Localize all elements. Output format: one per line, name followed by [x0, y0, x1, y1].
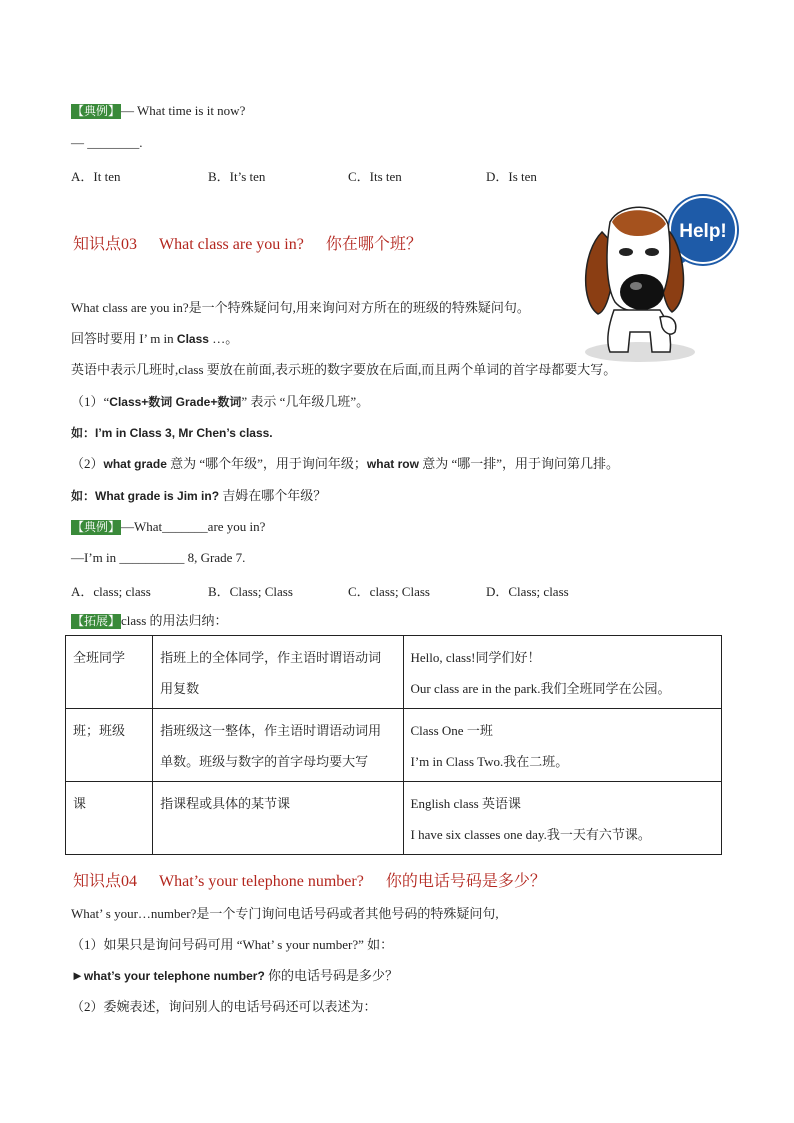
- kp04-p3-prefix: ►: [71, 968, 84, 983]
- example-line: I’m in Class Two.我在二班。: [410, 754, 569, 769]
- table-cell-usage: [153, 709, 403, 782]
- kp03-p2-suffix: …。: [208, 331, 239, 346]
- example1-question-line: [71, 103, 245, 119]
- table-cell-examples: [403, 709, 722, 782]
- kp03-paragraph-6: [71, 456, 619, 472]
- kp03-p6-suffix: 意为 “哪一排”，用于询问第几排。: [418, 456, 619, 471]
- usage-line: 指班级这一整体，作主语时谓语动词用: [160, 723, 382, 738]
- kp03-p4-bold: Class+数词 Grade+数词: [109, 395, 242, 409]
- help-bubble-text: Help!: [679, 221, 727, 242]
- table-cell-meaning: 班；班级: [66, 709, 153, 782]
- help-dog-illustration: [580, 192, 748, 364]
- example-line: Hello, class!同学们好！: [410, 650, 541, 665]
- kp03-heading-chinese: 你在哪个班？: [325, 236, 422, 253]
- class-usage-table: [65, 635, 722, 855]
- kp03-heading-number: 知识点03: [73, 236, 138, 253]
- kp03-p2-prefix: 回答时要用 I’ m in: [71, 331, 177, 346]
- table-row: [66, 636, 722, 709]
- kp03-p6-prefix: （2）: [71, 456, 104, 471]
- kp04-heading-chinese: 你的电话号码是多少？: [385, 873, 546, 890]
- table-cell-usage: [153, 782, 403, 855]
- usage-line: 指班上的全体同学，作主语时谓语动词: [160, 650, 382, 665]
- table-cell-meaning: 课: [66, 782, 153, 855]
- kp04-paragraph-3: [71, 968, 398, 984]
- kp04-p3-bold: what’s your telephone number?: [83, 969, 265, 983]
- table-cell-examples: [403, 636, 722, 709]
- kp03-p5-bold: I’m in Class 3, Mr Chen’s class.: [95, 426, 273, 440]
- example1-option-a: A．It ten: [71, 169, 121, 184]
- kp03-paragraph-4: [71, 394, 369, 410]
- kp04-heading: [73, 868, 568, 891]
- table-cell-meaning: 全班同学: [66, 636, 153, 709]
- example-line: Our class are in the park.我们全班同学在公园。: [410, 681, 671, 696]
- kp04-paragraph-1: What’ s your…number?是一个专门询问电话号码或者其他号码的特殊疑问句,: [71, 906, 499, 921]
- usage-line: [160, 819, 396, 850]
- kp03-heading: [73, 231, 444, 254]
- kp03-paragraph-3: 英语中表示几班时,class 要放在前面,表示班的数字要放在后面,而且两个单词的首字母都要大写。: [71, 362, 617, 377]
- kp03-p7-prefix: 如：: [71, 489, 96, 503]
- usage-line: 用复数: [160, 681, 200, 696]
- kp03-p5-prefix: 如：: [71, 426, 96, 440]
- kp04-paragraph-2: （1）如果只是询问号码可用 “What’ s your number?” 如：: [71, 937, 394, 952]
- kp04-p3-suffix: 你的电话号码是多少？: [264, 968, 399, 983]
- kp03-p6-bold1: what grade: [103, 457, 167, 471]
- example-line: Class One 一班: [410, 723, 493, 738]
- example2-option-c: C．class; Class: [348, 584, 430, 599]
- kp03-heading-english: What class are you in?: [159, 236, 304, 253]
- kp03-p7-suffix: 吉姆在哪个年级？: [219, 488, 327, 503]
- example1-option-c: C．Its ten: [348, 169, 402, 184]
- example1-question: — What time is it now?: [121, 103, 246, 118]
- kp03-paragraph-5: [71, 425, 273, 441]
- kp03-p6-bold2: what row: [366, 457, 419, 471]
- extension-title: class 的用法归纳：: [121, 613, 228, 628]
- example2-question-line: [71, 519, 265, 535]
- example1-option-b: B．It’s ten: [208, 169, 266, 184]
- table-row: [66, 709, 722, 782]
- example-line: English class 英语课: [410, 796, 521, 811]
- kp03-p4-prefix: （1）“: [71, 394, 110, 409]
- example2-question: —What_______are you in?: [121, 519, 266, 534]
- example2-answer-line: —I’m in __________ 8, Grade 7.: [71, 550, 246, 565]
- kp03-p4-suffix: ” 表示 “几年级几班”。: [241, 394, 370, 409]
- example2-option-d: D．Class; class: [486, 584, 569, 599]
- table-row: [66, 782, 722, 855]
- usage-line: 单数。班级与数字的首字母均要大写: [160, 754, 369, 769]
- usage-line: 指课程或具体的某节课: [160, 796, 291, 811]
- table-cell-examples: [403, 782, 722, 855]
- example2-option-b: B．Class; Class: [208, 584, 293, 599]
- example-tag: 【典例】: [72, 104, 121, 118]
- kp03-p6-mid: 意为 “哪个年级”，用于询问年级；: [166, 456, 367, 471]
- kp03-paragraph-2: [71, 331, 238, 347]
- dog-icon: [580, 192, 748, 364]
- kp04-heading-number: 知识点04: [73, 873, 138, 890]
- example-line: I have six classes one day.我一天有六节课。: [410, 827, 651, 842]
- kp03-p7-bold: What grade is Jim in?: [95, 489, 220, 503]
- extension-tag: 【拓展】: [72, 614, 121, 628]
- extension-title-line: [71, 613, 228, 629]
- kp04-heading-english: What’s your telephone number?: [159, 873, 364, 890]
- kp04-paragraph-4: （2）委婉表述，询问别人的电话号码还可以表述为：: [71, 999, 377, 1014]
- kp03-paragraph-1: What class are you in?是一个特殊疑问句,用来询问对方所在的班级的特殊疑问句。: [71, 300, 530, 315]
- kp03-paragraph-7: [71, 488, 326, 504]
- example1-answer-line: — ________.: [71, 135, 143, 150]
- kp03-p2-bold: Class: [176, 332, 209, 346]
- table-cell-usage: [153, 636, 403, 709]
- example2-option-a: A．class; class: [71, 584, 151, 599]
- example1-option-d: D．Is ten: [486, 169, 537, 184]
- example-tag: 【典例】: [72, 520, 121, 534]
